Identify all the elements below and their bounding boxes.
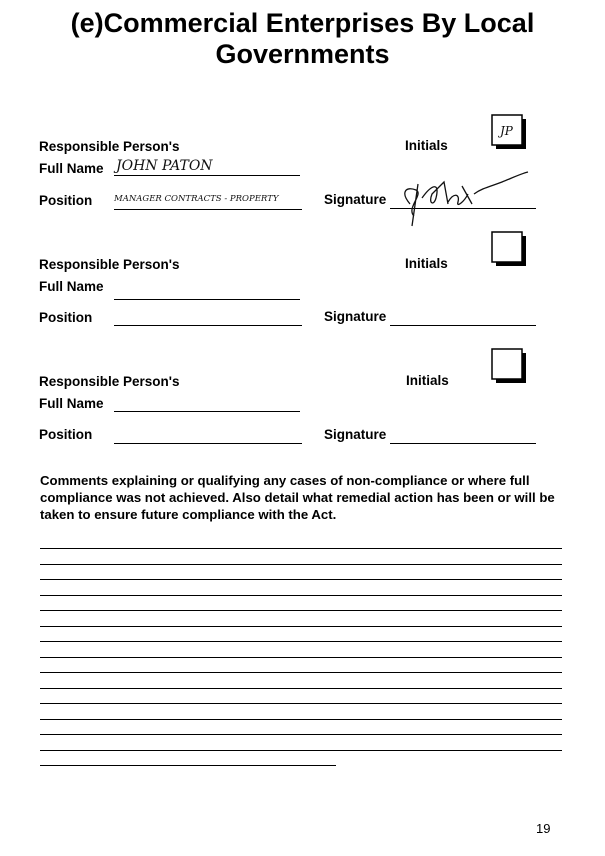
comment-line[interactable] — [40, 657, 562, 658]
comment-line[interactable] — [40, 626, 562, 627]
title-line-2: Governments — [215, 39, 390, 69]
page-title — [0, 8, 605, 70]
responsible-person-label: Responsible Person's — [39, 257, 180, 272]
initials-box[interactable] — [491, 348, 521, 378]
signature-label: Signature — [324, 192, 387, 207]
comment-line[interactable] — [40, 765, 336, 766]
signature-label: Signature — [324, 309, 387, 324]
comment-line[interactable] — [40, 703, 562, 704]
comment-line[interactable] — [40, 734, 562, 735]
initials-handwritten: JP — [500, 124, 513, 138]
comments-instructions: Comments explaining or qualifying any cases of non-compliance or where full compliance was not achieved. Also detail what remedial action has been or will be taken to ensure future compliance with the Act. — [40, 473, 555, 522]
position-label: Position — [39, 310, 93, 325]
full-name-label: Full Name — [39, 161, 104, 176]
responsible-person-label: Responsible Person's — [39, 374, 180, 389]
initials-box[interactable] — [491, 114, 521, 144]
initials-box[interactable] — [491, 231, 521, 261]
title-line-1: (e)Commercial Enterprises By Local — [70, 8, 535, 38]
comment-line[interactable] — [40, 641, 562, 642]
comment-line[interactable] — [40, 595, 562, 596]
position-label: Position — [39, 193, 93, 208]
signature-label: Signature — [324, 427, 387, 442]
comment-line[interactable] — [40, 750, 562, 751]
responsible-person-label: Responsible Person's — [39, 139, 180, 154]
comment-line[interactable] — [40, 579, 562, 580]
signature-field[interactable] — [390, 325, 536, 326]
full-name-field[interactable] — [114, 175, 300, 176]
position-field[interactable] — [114, 443, 302, 444]
full-name-label: Full Name — [39, 279, 104, 294]
full-name-label: Full Name — [39, 396, 104, 411]
position-label: Position — [39, 427, 93, 442]
full-name-field[interactable] — [114, 299, 300, 300]
signature-scribble — [392, 164, 532, 234]
comment-line[interactable] — [40, 672, 562, 673]
position-handwritten: MANAGER CONTRACTS - PROPERTY — [114, 194, 279, 204]
comment-line[interactable] — [40, 564, 562, 565]
initials-label: Initials — [406, 373, 449, 388]
comment-line[interactable] — [40, 688, 562, 689]
comment-line[interactable] — [40, 719, 562, 720]
signature-field[interactable] — [390, 443, 536, 444]
position-field[interactable] — [114, 325, 302, 326]
full-name-field[interactable] — [114, 411, 300, 412]
position-field[interactable] — [114, 209, 302, 210]
comment-line[interactable] — [40, 548, 562, 549]
initials-label: Initials — [405, 256, 448, 271]
page-number: 19 — [536, 821, 551, 836]
initials-label: Initials — [405, 138, 448, 153]
comment-line[interactable] — [40, 610, 562, 611]
full-name-handwritten: JOHN PATON — [116, 158, 213, 174]
